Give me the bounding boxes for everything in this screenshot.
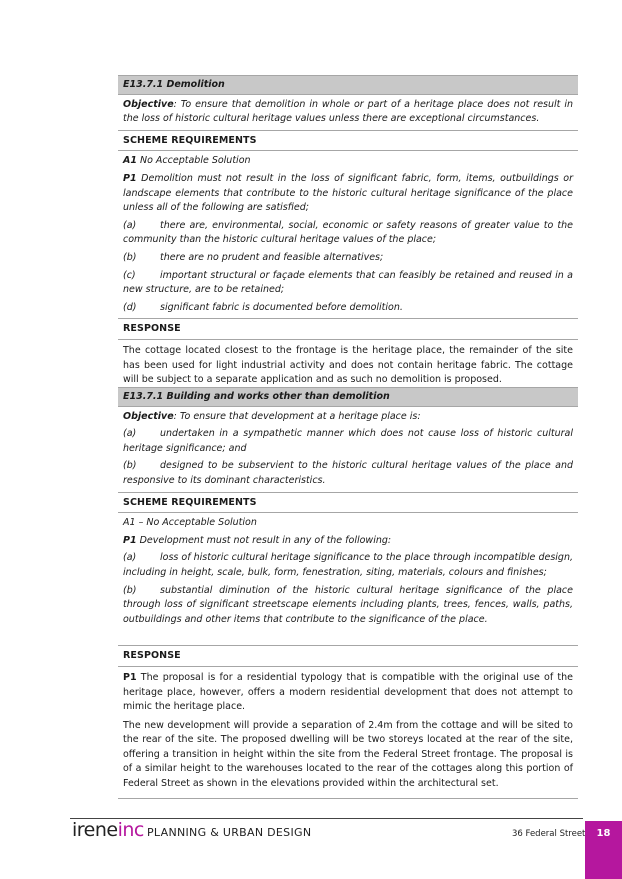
p1-label: P1 (123, 172, 137, 184)
requirements-body (118, 513, 578, 646)
a1-text: No Acceptable Solution (136, 155, 251, 167)
response-text: The cottage located closest to the frontage is the heritage place, the remainder of the site has been used for light industrial activity and does not contain heritage fabric. The cottage will be subject to a separate application and as such no demolition is proposed. (123, 344, 573, 386)
company-tagline: PLANNING & URBAN DESIGN (147, 826, 312, 839)
section-header: E13.7.1 Demolition (118, 75, 578, 95)
company-logo (72, 819, 144, 841)
item-text: substantial diminution of the historic cultural heritage significance of the place through loss of significant streetscape elements including plants, trees, fences, walls, paths, outbuildings and other items that contribute to the significance of the place. (123, 584, 573, 625)
p1-paragraph (123, 172, 573, 216)
objective-label: Objective (123, 410, 174, 422)
item-label: (b) (123, 584, 137, 596)
list-item (123, 219, 573, 248)
item-label: (b) (123, 251, 137, 263)
objective-text: : To ensure that demolition in whole or part of a heritage place does not result in the loss of historic cultural heritage values unless there are exceptional circumstances. (123, 98, 573, 125)
objective-line (123, 410, 573, 425)
p1-text: Development must not result in any of the following: (136, 534, 392, 546)
item-label: (d) (123, 301, 137, 313)
response-heading: RESPONSE (118, 318, 578, 340)
item-label: (a) (123, 552, 137, 564)
section-header: E13.7.1 Building and works other than demolition (118, 387, 578, 407)
list-item (123, 301, 573, 316)
objective-text: : To ensure that development at a heritage place is: (173, 410, 421, 422)
item-label: (c) (123, 269, 136, 281)
list-item (123, 459, 573, 488)
list-item (123, 251, 573, 266)
a1-line: A1 – No Acceptable Solution (123, 517, 257, 529)
item-text: there are, environmental, social, economic or safety reasons of greater value to the community than the historic cultural heritage values of the place; (123, 219, 573, 246)
list-item (123, 584, 573, 628)
a1-label: A1 (123, 155, 137, 167)
objective (118, 95, 578, 131)
logo-main: irene (72, 819, 118, 841)
demolition-section (118, 75, 578, 395)
objective (118, 407, 578, 493)
item-text: undertaken in a sympathetic manner which does not cause loss of historic cultural heritage significance; and (123, 428, 573, 454)
footer-address: 36 Federal Street (512, 829, 586, 839)
a1-line (123, 154, 573, 169)
item-label: (a) (123, 219, 137, 231)
item-label: (a) (123, 428, 137, 440)
item-text: there are no prudent and feasible alternatives; (160, 251, 384, 263)
response-body (118, 667, 578, 799)
scheme-requirements-heading: SCHEME REQUIREMENTS (118, 131, 578, 152)
p1-text: Demolition must not result in the loss of significant fabric, form, items, outbuildings or landscape elements that contribute to the historic cultural heritage significance of the place unless all of the following are satisfied; (123, 172, 573, 214)
list-item (123, 551, 573, 580)
item-label: (b) (123, 460, 137, 472)
list-item (123, 427, 573, 456)
item-text: significant fabric is documented before demolition. (160, 301, 403, 313)
scheme-requirements-heading: SCHEME REQUIREMENTS (118, 493, 578, 514)
response-p2: The new development will provide a separation of 2.4m from the cottage and will be sited to the rear of the site. The proposed dwelling will be two storeys located at the rear of the site, offering a transition in height within the site from the Federal Street frontage. The proposal is of a similar height to the warehouses located to the rear of the cottages along this portion of Federal Street as shown in the elevations provided within the architectural set. (123, 719, 573, 790)
objective-label: Objective (123, 98, 174, 110)
response-heading: RESPONSE (118, 646, 578, 667)
building-works-section (118, 387, 578, 799)
response-p1 (123, 671, 573, 715)
p1-paragraph (123, 534, 573, 549)
page-number-box (585, 821, 622, 879)
response-p1-text: The proposal is for a residential typology that is compatible with the original use of the heritage place, however, offers a modern residential development that does not attempt to mimic the heritage place. (123, 671, 573, 713)
item-text: important structural or façade elements that can feasibly be retained and reused in a new structure, are to be retained; (123, 269, 573, 296)
page-number: 18 (596, 828, 611, 839)
list-item (123, 269, 573, 298)
p1-label: P1 (123, 534, 137, 546)
item-text: designed to be subservient to the historic cultural heritage values of the place and responsive to its dominant characteristics. (123, 460, 573, 486)
p1-label: P1 (123, 671, 137, 683)
item-text: loss of historic cultural heritage significance to the place through incompatible design, including in height, scale, bulk, form, fenestration, siting, materials, colours and finishes; (123, 552, 573, 578)
logo-accent: inc (117, 819, 144, 841)
requirements-body (118, 151, 578, 318)
footer-divider (70, 818, 583, 819)
